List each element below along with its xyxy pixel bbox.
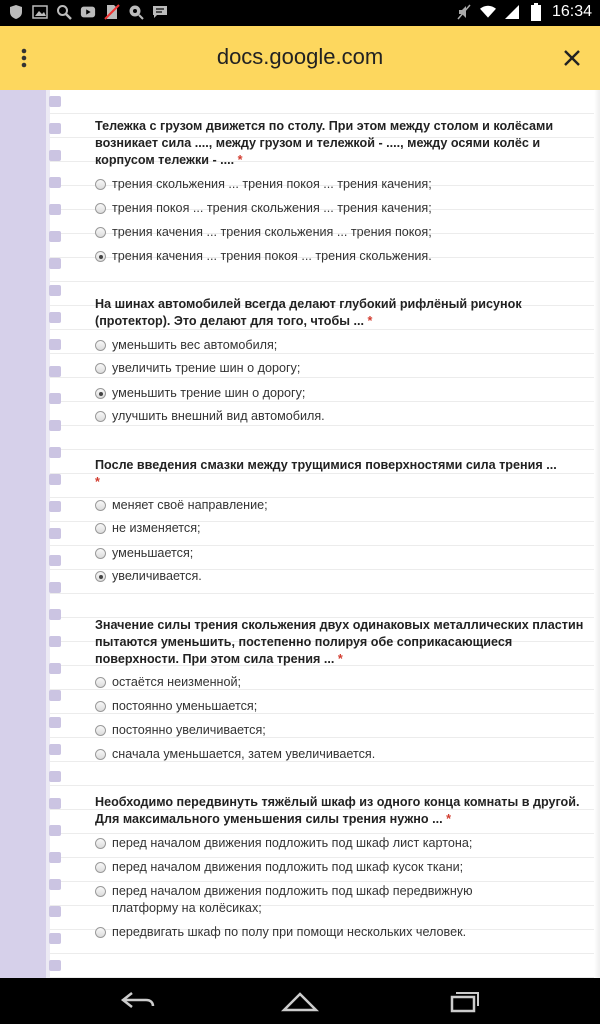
option[interactable] <box>95 224 432 241</box>
option-label: трения скольжения ... трения покоя ... трения качения; <box>112 177 432 191</box>
question-title: Необходимо передвинуть тяжёлый шкаф из одного конца комнаты в другой. Для максимального уменьшения силы трения нужно ... * <box>95 795 580 826</box>
option[interactable] <box>95 746 375 763</box>
radio-button[interactable] <box>95 927 106 938</box>
notebook-hole <box>49 609 61 620</box>
notebook-hole <box>49 285 61 296</box>
option[interactable] <box>95 568 202 585</box>
option-label: уменьшить вес автомобиля; <box>112 338 278 352</box>
option-label: перед началом движения подложить под шкаф передвижную платформу на колёсиках; <box>112 884 473 915</box>
form-page[interactable] <box>0 90 600 978</box>
page-url: docs.google.com <box>216 44 384 69</box>
radio-button[interactable] <box>95 363 106 374</box>
radio-button[interactable] <box>95 749 106 760</box>
notebook-hole <box>49 636 61 647</box>
talk-icon <box>128 4 144 20</box>
question-title: После введения смазки между трущимися поверхностями сила трения ... * <box>95 458 557 489</box>
radio-button[interactable] <box>95 227 106 238</box>
notebook-hole <box>49 231 61 242</box>
notebook-hole <box>49 663 61 674</box>
option[interactable] <box>95 722 266 739</box>
no-sim-icon <box>104 4 120 20</box>
required-mark: * <box>237 153 243 167</box>
option-label: постоянно увеличивается; <box>112 723 266 737</box>
question-5 <box>95 794 585 828</box>
battery-icon <box>528 4 544 20</box>
browser-url-bar <box>0 26 600 90</box>
required-mark: * <box>95 475 100 489</box>
option[interactable] <box>95 408 325 425</box>
notebook-hole <box>49 825 61 836</box>
radio-button[interactable] <box>95 340 106 351</box>
option-label: трения качения ... трения скольжения ... трения покоя; <box>112 225 432 239</box>
notebook-hole <box>49 933 61 944</box>
option-label: постоянно уменьшается; <box>112 699 258 713</box>
notebook-hole <box>49 717 61 728</box>
notebook-hole <box>49 447 61 458</box>
notebook-hole <box>49 204 61 215</box>
youtube-icon <box>80 4 96 20</box>
option-label: уменьшить трение шин о дорогу; <box>112 386 306 400</box>
notebook-hole <box>49 744 61 755</box>
notebook-hole <box>49 906 61 917</box>
option[interactable] <box>95 248 432 265</box>
required-mark: * <box>446 812 451 826</box>
notebook-hole <box>49 555 61 566</box>
search-icon <box>56 4 72 20</box>
image-icon <box>32 4 48 20</box>
radio-button[interactable] <box>95 838 106 849</box>
option-label: сначала уменьшается, затем увеличивается. <box>112 747 376 761</box>
radio-button[interactable] <box>95 500 106 511</box>
option[interactable] <box>95 176 432 193</box>
notebook-hole <box>49 96 61 107</box>
home-icon[interactable] <box>280 988 320 1014</box>
question-3 <box>95 457 585 491</box>
radio-button-selected[interactable] <box>95 388 106 399</box>
question-title: Тележка с грузом движется по столу. При этом между столом и колёсами возникает сила ...., между грузом и тележкой - ...., между осями колёс и корпусом тележки - .... * <box>95 119 554 167</box>
option-label: трения качения ... трения покоя ... трения скольжения. <box>112 249 432 263</box>
option-label: улучшить внешний вид автомобиля. <box>112 409 325 423</box>
question-title: Значение силы трения скольжения двух одинаковых металлических пластин пытаются уменьшить, постепенно полируя обе соприкасающиеся поверхности. При этом сила трения ... * <box>95 618 584 666</box>
notebook-hole <box>49 177 61 188</box>
notebook-hole <box>49 312 61 323</box>
option[interactable] <box>95 859 463 876</box>
option[interactable] <box>95 200 432 217</box>
option-label: увеличивается. <box>112 569 202 583</box>
question-2 <box>95 296 585 330</box>
notebook-hole <box>49 474 61 485</box>
option-label: остаётся неизменной; <box>112 675 242 689</box>
option[interactable] <box>95 924 466 941</box>
recents-icon[interactable] <box>443 988 483 1014</box>
chat-icon <box>152 4 168 20</box>
option-label: увеличить трение шин о дорогу; <box>112 361 301 375</box>
question-1 <box>95 118 585 169</box>
notebook-hole <box>49 393 61 404</box>
notebook-hole <box>49 258 61 269</box>
option[interactable] <box>95 520 201 537</box>
radio-button[interactable] <box>95 411 106 422</box>
notebook-margin <box>0 90 46 978</box>
option-label: уменьшается; <box>112 546 194 560</box>
radio-button[interactable] <box>95 203 106 214</box>
option[interactable] <box>95 497 268 514</box>
radio-button[interactable] <box>95 179 106 190</box>
option[interactable] <box>95 360 300 377</box>
notebook-hole <box>49 852 61 863</box>
radio-button[interactable] <box>95 701 106 712</box>
notebook-hole <box>49 879 61 890</box>
back-icon[interactable] <box>118 988 158 1014</box>
question-title: На шинах автомобилей всегда делают глубокий рифлёный рисунок (протектор). Это делают для того, чтобы ... * <box>95 297 522 328</box>
status-bar <box>0 0 600 26</box>
notebook-hole <box>49 771 61 782</box>
wifi-icon <box>480 4 496 20</box>
mute-icon <box>456 4 472 20</box>
question-4 <box>95 617 585 668</box>
navigation-bar <box>0 978 600 1024</box>
option[interactable] <box>95 835 472 852</box>
notebook-hole <box>49 690 61 701</box>
option-label: не изменяется; <box>112 521 201 535</box>
notebook-hole <box>49 339 61 350</box>
required-mark: * <box>367 314 373 328</box>
option-label: перед началом движения подложить под шкаф кусок ткани; <box>112 860 464 874</box>
notebook-hole <box>49 582 61 593</box>
radio-button[interactable] <box>95 523 106 534</box>
notebook-hole <box>49 960 61 971</box>
option[interactable] <box>95 337 277 354</box>
shield-icon <box>8 4 24 20</box>
radio-button[interactable] <box>95 725 106 736</box>
notebook-hole <box>49 528 61 539</box>
notebook-hole <box>49 123 61 134</box>
radio-button-selected[interactable] <box>95 571 106 582</box>
radio-button[interactable] <box>95 886 106 897</box>
option[interactable] <box>95 385 305 402</box>
notebook-hole <box>49 150 61 161</box>
option-label: перед началом движения подложить под шкаф лист картона; <box>112 836 473 850</box>
option[interactable] <box>95 698 257 715</box>
notebook-hole <box>49 798 61 809</box>
option[interactable] <box>95 674 241 691</box>
option-label: трения покоя ... трения скольжения ... трения качения; <box>112 201 432 215</box>
radio-button[interactable] <box>95 548 106 559</box>
radio-button[interactable] <box>95 677 106 688</box>
signal-icon <box>504 4 520 20</box>
notebook-hole <box>49 501 61 512</box>
option[interactable] <box>95 883 515 917</box>
notebook-hole <box>49 420 61 431</box>
option[interactable] <box>95 545 193 562</box>
close-icon[interactable] <box>558 44 586 72</box>
radio-button[interactable] <box>95 862 106 873</box>
notebook-holes <box>46 90 66 978</box>
paper-shadow <box>594 90 600 978</box>
clock: 16:34 <box>551 3 592 20</box>
option-label: меняет своё направление; <box>112 498 268 512</box>
required-mark: * <box>337 652 343 666</box>
radio-button-selected[interactable] <box>95 251 106 262</box>
option-label: передвигать шкаф по полу при помощи нескольких человек. <box>112 925 467 939</box>
notebook-hole <box>49 366 61 377</box>
